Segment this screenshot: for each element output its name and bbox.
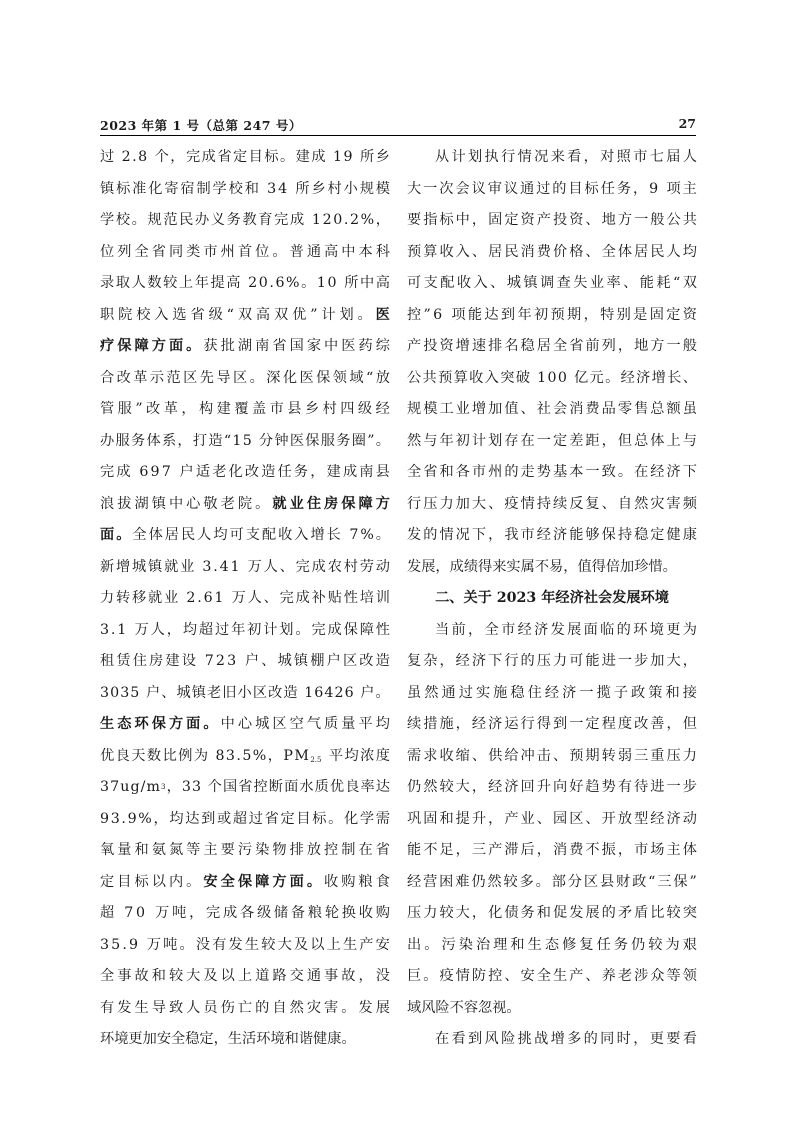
text-line: 需 求 收 缩 、 供 给 冲 击 、 预 期 转 弱 三 重 压 力	[407, 747, 697, 764]
text-line: 要 指 标 中 ， 固 定 资 产 投 资 、 地 方 一 般 公 共	[407, 212, 697, 228]
text-line: 可 支 配 收 入 、 城 镇 调 查 失 业 率 、 能 耗 “ 双	[407, 275, 697, 291]
text-line: 然 与 年 初 计 划 存 在 一 定 差 距 ， 但 总 体 上 与	[407, 432, 697, 449]
issue-label: 2023 年第 1 号（总第 247 号）	[100, 118, 302, 133]
text-line: 当 前 ， 全 市 经 济 发 展 面 临 的 环 境 更 为	[435, 621, 697, 638]
text-line: 管 服 ” 改 革 ， 构 建 覆 盖 市 县 乡 村 四 级 经	[100, 401, 390, 417]
text-line: 复 杂 ， 经 济 下 行 的 压 力 可 能 进 一 步 加 大 ，	[407, 653, 697, 669]
text-line: 优 良 天 数 比 例 为 8 3 . 5 % ， P M $_{2.5}$ 平 均 浓 度	[100, 747, 390, 764]
text-line: 过 2 . 8 个 ， 完 成 省 定 目 标 。 建 成 1 9 所 乡	[100, 149, 390, 165]
text-line: 浪 拔 湖 镇 中 心 敬 老 院 。 就 业 住 房 保 障 方	[100, 495, 390, 512]
header-rule	[100, 135, 696, 136]
text-line: 仍 然 较 大 ， 经 济 回 升 向 好 趋 势 有 待 进 一 步	[407, 779, 697, 795]
text-line: 控 ” 6 项 能 达 到 年 初 预 期 ， 特 别 是 固 定 资	[407, 306, 697, 323]
text-line: 经 营 困 难 仍 然 较 多 。 部 分 区 县 财 政 “ 三 保 ”	[407, 873, 697, 890]
text-line: 面 。 全 体 居 民 人 均 可 支 配 收 入 增 长 7 % 。	[100, 527, 390, 543]
text-line: 发 的 情 况 下 ， 我 市 经 济 能 够 保 持 稳 定 健 康	[407, 527, 697, 543]
text-line: 镇 标 准 化 寄 宿 制 学 校 和 3 4 所 乡 村 小 规 模	[100, 180, 390, 197]
text-line: 环 境 更 加 安 全 稳 定 ， 生 活 环 境 和 谐 健 康 。	[100, 1031, 356, 1047]
text-line: 新 增 城 镇 就 业 3 . 4 1 万 人 、 完 成 农 村 劳 动	[100, 558, 390, 575]
text-line: 产 投 资 增 速 排 名 稳 居 全 省 前 列 ， 地 方 一 般	[407, 338, 697, 354]
text-line: 租 赁 住 房 建 设 7 2 3 户 、 城 镇 棚 户 区 改 造	[100, 653, 390, 669]
text-line: 续 措 施 ， 经 济 运 行 得 到 一 定 程 度 改 善 ， 但	[407, 716, 697, 732]
text-line: 力 转 移 就 业 2 . 6 1 万 人 、 完 成 补 贴 性 培 训	[100, 590, 390, 606]
text-line: 超 7 0 万 吨 ， 完 成 各 级 储 备 粮 轮 换 收 购	[100, 905, 390, 921]
text-line: 域 风 险 不 容 忽 视 。	[407, 999, 521, 1016]
text-line: 合 改 革 示 范 区 先 导 区 。 深 化 医 保 领 域 “ 放	[100, 369, 390, 386]
text-line: 从 计 划 执 行 情 况 来 看 ， 对 照 市 七 届 人	[435, 149, 697, 165]
text-line: 巩 固 和 提 升 ， 产 业 、 园 区 、 开 放 型 经 济 动	[407, 810, 697, 827]
text-line: 3 7 u g / m $^3$ ， 3 3 个 国 省 控 断 面 水 质 优 良 率 达	[100, 779, 390, 795]
text-line: 疗 保 障 方 面 。 获 批 湖 南 省 国 家 中 医 药 综	[100, 338, 390, 354]
text-line: 位 列 全 省 同 类 市 州 首 位 。 普 通 高 中 本 科	[100, 243, 390, 260]
text-line: 出 。 污 染 治 理 和 生 态 修 复 任 务 仍 较 为 艰	[407, 936, 697, 953]
text-line: 压 力 较 大 ， 化 债 务 和 促 发 展 的 矛 盾 比 较 突	[407, 905, 697, 921]
section-heading: 二、关于 2023 年经济社会发展环境	[435, 590, 669, 606]
text-line: 完 成 6 9 7 户 适 老 化 改 造 任 务 ， 建 成 南 县	[100, 464, 390, 480]
left-column	[100, 142, 390, 1056]
text-line: 大 一 次 会 议 审 议 通 过 的 目 标 任 务 ， 9 项 主	[407, 180, 697, 197]
text-line: 发 展 ， 成 绩 得 来 实 属 不 易 ， 值 得 倍 加 珍 惜 。	[407, 558, 677, 575]
text-line: 规 模 工 业 增 加 值 、 社 会 消 费 品 零 售 总 额 虽	[407, 401, 697, 417]
text-line: 有 发 生 导 致 人 员 伤 亡 的 自 然 灾 害 。 发 展	[100, 999, 390, 1016]
text-line: 办 服 务 体 系 ， 打 造 “ 1 5 分 钟 医 保 服 务 圈 ” 。	[100, 432, 390, 449]
text-line: 录 取 人 数 较 上 年 提 高 2 0 . 6 % 。 1 0 所 中 高	[100, 275, 390, 291]
text-line: 3 5 . 9 万 吨 。 没 有 发 生 较 大 及 以 上 生 产 安	[100, 936, 390, 953]
text-line: 公 共 预 算 收 入 突 破 1 0 0 亿 元 。 经 济 增 长 、	[407, 369, 697, 386]
text-line: 行 压 力 加 大 、 疫 情 持 续 反 复 、 自 然 灾 害 频	[407, 495, 697, 512]
text-line: 氧 量 和 氨 氮 等 主 要 污 染 物 排 放 控 制 在 省	[100, 842, 390, 858]
text-line: 生 态 环 保 方 面 。 中 心 城 区 空 气 质 量 平 均	[100, 716, 390, 732]
text-line: 巨 。 疫 情 防 控 、 安 全 生 产 、 养 老 涉 众 等 领	[407, 968, 697, 984]
text-line: 9 3 . 9 % ， 均 达 到 或 超 过 省 定 目 标 。 化 学 需	[100, 810, 390, 827]
text-line: 在 看 到 风 险 挑 战 增 多 的 同 时 ， 更 要 看	[435, 1031, 697, 1047]
text-line: 全 省 和 各 市 州 的 走 势 基 本 一 致 。 在 经 济 下	[407, 464, 697, 480]
text-line: 定 目 标 以 内 。 安 全 保 障 方 面 。 收 购 粮 食	[100, 873, 390, 890]
text-line: 能 不 足 ， 三 产 滞 后 ， 消 费 不 振 ， 市 场 主 体	[407, 842, 697, 858]
text-line: 全 事 故 和 较 大 及 以 上 道 路 交 通 事 故 ， 没	[100, 968, 390, 984]
page-number: 27	[678, 116, 696, 131]
page-header	[100, 116, 696, 136]
text-line: 虽 然 通 过 实 施 稳 住 经 济 一 揽 子 政 策 和 接	[407, 684, 697, 701]
right-column	[407, 142, 697, 1056]
text-line: 3 0 3 5 户 、 城 镇 老 旧 小 区 改 造 1 6 4 2 6 户 。	[100, 684, 390, 701]
text-line: 3 . 1 万 人 ， 均 超 过 年 初 计 划 。 完 成 保 障 性	[100, 621, 390, 638]
text-line: 学 校 。 规 范 民 办 义 务 教 育 完 成 1 2 0 . 2 % ，	[100, 212, 390, 228]
text-line: 职 院 校 入 选 省 级 “ 双 高 双 优 ” 计 划 。 医	[100, 306, 390, 323]
text-line: 预 算 收 入 、 居 民 消 费 价 格 、 全 体 居 民 人 均	[407, 243, 697, 260]
